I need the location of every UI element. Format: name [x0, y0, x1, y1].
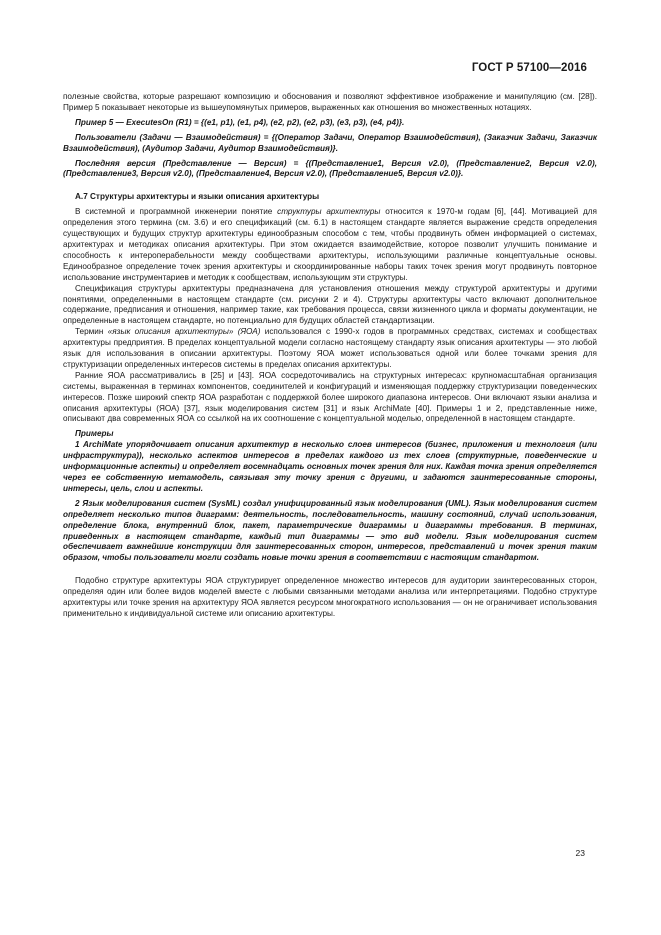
paragraph-1	[63, 207, 597, 283]
paragraph-5: Подобно структуре архитектуры ЯОА структурирует определенное множество интересов для аудитории заинтересованных сторон, определяя один или более видов моделей вместе с любыми связанными методами анализа или интерпретациями. Подобно структуре архитектуры или точке зрения на архитектуру ЯОА является ресурсом многократного использования — он не ограничивает использования применительно к индивидуальной системе или описанию архитектуры.	[63, 576, 597, 618]
example-2: 2 Язык моделирования систем (SysML) создал унифицированный язык моделирования (UML). Язык моделирования систем определяет несколько типов диаграмм: деятельность, последовательность, машину состояний, случай использования, определение блока, внутренний блок, пакет, параметрические диаграммы и диаграммы требования. В терминах, приведенных в настоящем стандарте, каждый тип диаграммы — это вид модели. Язык моделирования систем обеспечивает важнейшие конструкции для заинтересованных сторон, интересов, представлений и точек зрения таким образом, чтобы пользователи могли создать новые точки зрения в соответствии с настоящим стандартом.	[63, 498, 597, 563]
paragraph-3	[63, 327, 597, 371]
paragraph-1-lead: В системной и программной инженерии понятие	[75, 207, 278, 217]
section-heading: А.7 Структуры архитектуры и языки описания архитектуры	[75, 192, 320, 202]
paragraph-4: Ранние ЯОА рассматривались в [25] и [43]. ЯОА сосредоточивались на структурных интересах: крупномасштабная организация системы, выраженная в терминах компонентов, соединителей и конфигураций и изменяющая поддержку структуризации поведенческих интересов. Позже широкий спектр ЯОА разработан с поддержкой более широкого диапазона интересов. Они включают языки анализа и описания архитектуры (ЯОА) [37], язык моделирования систем [31] и язык ArchiMate [40]. Примеры 1 и 2, представленные ниже, описывают два современных ЯОА со ссылкой на их соотношение с концептуальной моделью, определенной в настоящем стандарте.	[63, 370, 597, 424]
paragraph-3-lead: Термин	[75, 327, 108, 337]
examples-heading: Примеры	[75, 429, 114, 439]
paragraph-3-rest: использовался с 1990-х годов в программных средствах, системах и сообществах архитектуры предприятия. В пределах концептуальной модели согласно настоящему стандарту язык описания архитектуры — это любой язык для использования в описании архитектуры. Поэтому ЯОА может использоваться одной или более точками зрения для структуризации определенных интересов системы в пределах описания архитектуры.	[63, 327, 597, 369]
example-1: 1 ArchiMate упорядочивает описания архитектур в несколько слоев интересов (бизнес, приложения и технология (или инфраструктура)), несколько аспектов интересов в пределах каждого из тех слоев (структурные, поведенческие и информационные аспекты) и определяет восемнадцать основных точек зрения для них. Каждая точка зрения определяется через ее собственную метамодель, связывая эту точку зрения с другими, и задаются заинтересованные стороны, интересы, цель, слои и аспекты.	[63, 440, 597, 493]
term-adl: «язык описания архитектуры» (ЯОА)	[107, 327, 261, 337]
paragraph-2: Спецификация структуры архитектуры предназначена для установления отношения между структурой архитектуры и другими понятиями, определенными в настоящем стандарте (см. рисунки 2 и 4). Структуры архитектуры часто включают дополнительное содержание, предписания и отношения, например такие, как требования процесса, связи жизненного цикла и форматы документации, не определенные в настоящем стандарте, но потенциально для будущих областей стандартизации.	[63, 283, 597, 326]
formula-users: Пользователи (Задачи — Взаимодействия) = {(Оператор Задачи, Оператор Взаимодействия), (Заказчик Задачи, Заказчик Взаимодействия), (Аудитор Задачи, Аудитор Взаимодействия)}.	[63, 132, 597, 153]
standard-designation: ГОСТ Р 57100—2016	[471, 62, 587, 74]
formula-last-version: Последняя версия (Представление — Версия) = {(Представление1, Версия v2.0), (Представление2, Версия v2.0), (Представление3, Версия v2.0), (Представление4, Версия v2.0), (Представление5, Версия v2.0)}.	[63, 158, 597, 179]
paragraph-1-rest: относится к 1970-м годам [6], [44]. Мотивацией для определения этого термина (см. 3.6) и его спецификаций (см. 6.1) в настоящем стандарте является выражение средств определения существующих и будущих структур архитектуры единообразным способом с тем, чтобы продвинуть обмен информацией о системах, архитектурах и методиках описания архитектуры. При этом ожидается взаимодействие, которое позволит улучшить понимание и способность к интероперабельности между сообществами архитектуры, использующими различные концептуальные основы. Единообразное определение точек зрения архитектуры и скоординированные наборы таких точек зрения могут продвинуть повторное использование инструментариев и методик к сообществам, использующим эти структуры.	[63, 207, 597, 282]
intro-paragraph: полезные свойства, которые разрешают композицию и обоснования и позволяют эффективное изображение и манипуляцию (см. [28]). Пример 5 показывает некоторые из вышеупомянутых примеров, выраженных как отношения во множественных нотациях.	[63, 92, 597, 112]
page-body	[63, 92, 597, 620]
formula-example-5: Пример 5 — ExecutesOn (R1) = {(e1, p1), (e1, p4), (e2, p2), (e2, p3), (e3, p3), (e4, p4)}.	[75, 117, 405, 127]
page-number: 23	[575, 848, 585, 858]
term-architecture-framework: структуры архитектуры	[277, 207, 381, 217]
